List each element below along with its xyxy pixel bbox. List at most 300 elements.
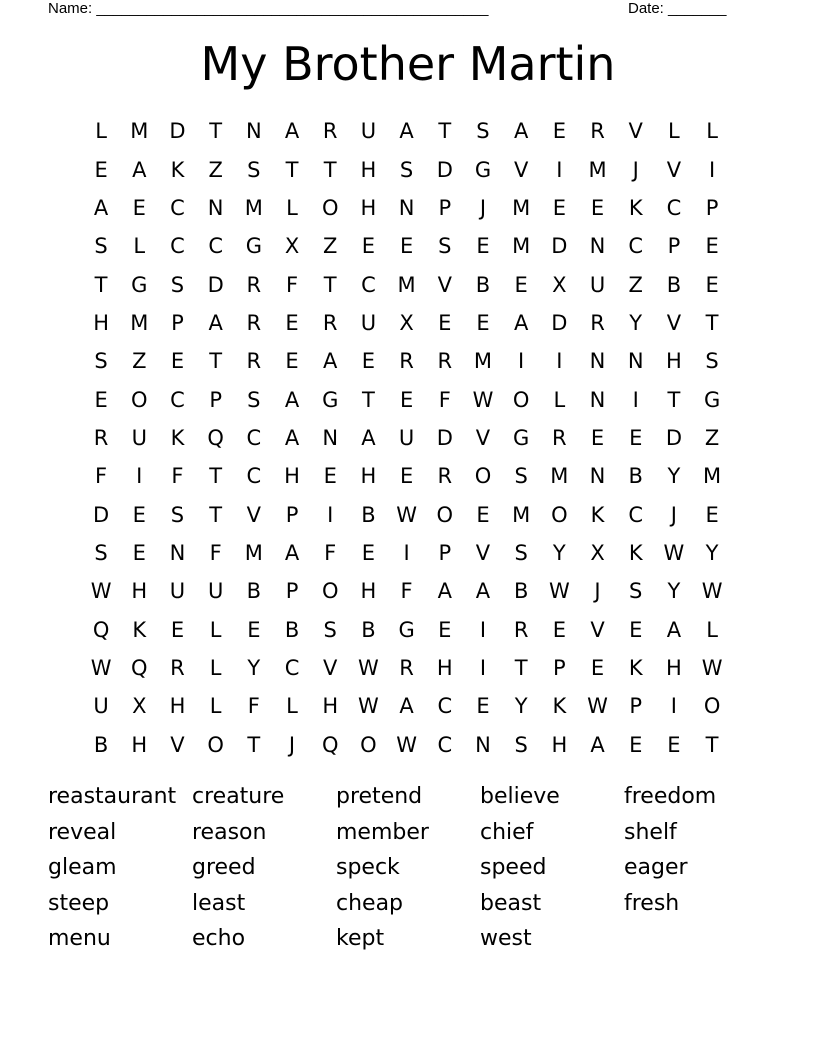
grid-letter: T: [247, 732, 261, 757]
header-line: [48, 0, 768, 20]
grid-letter: A: [284, 425, 300, 450]
word-list-item: reason: [192, 819, 267, 845]
grid-letter: E: [476, 234, 490, 259]
grid-letter: R: [322, 119, 338, 144]
grid-letter: Y: [629, 310, 643, 335]
grid-letter: I: [518, 349, 525, 374]
grid-letter: S: [514, 464, 528, 489]
grid-letter: E: [438, 617, 452, 642]
grid-letter: F: [95, 464, 108, 489]
grid-letter: E: [285, 349, 299, 374]
grid-letter: V: [666, 310, 682, 335]
grid-letter: T: [514, 655, 528, 680]
grid-letter: L: [133, 234, 146, 259]
grid-letter: G: [513, 425, 530, 450]
grid-letter: S: [438, 234, 452, 259]
grid-letter: B: [361, 617, 376, 642]
grid-letter: R: [590, 119, 605, 144]
grid-letter: E: [361, 349, 376, 374]
word-list-item: steep: [48, 890, 110, 916]
grid-letter: C: [361, 272, 376, 297]
grid-letter: S: [170, 502, 185, 527]
grid-letter: L: [95, 119, 107, 144]
grid-letter: A: [399, 119, 414, 144]
grid-letter: B: [93, 732, 109, 757]
grid-letter: D: [207, 272, 224, 297]
grid-letter: I: [632, 387, 639, 412]
grid-letter: N: [627, 349, 644, 374]
grid-letter: E: [94, 157, 108, 182]
grid-letter: T: [667, 387, 681, 412]
grid-letter: N: [589, 387, 606, 412]
grid-letter: R: [322, 310, 338, 335]
grid-letter: T: [438, 119, 452, 144]
grid-letter: W: [358, 655, 379, 680]
grid-letter: W: [548, 579, 570, 604]
grid-letter: C: [437, 694, 453, 719]
word-list-item: gleam: [48, 855, 117, 881]
page-title: My Brother Martin: [200, 37, 616, 91]
grid-letter: W: [663, 540, 685, 565]
grid-letter: E: [247, 617, 261, 642]
grid-letter: H: [666, 349, 682, 374]
grid-letter: A: [284, 387, 300, 412]
grid-letter: Y: [667, 579, 681, 604]
grid-letter: N: [245, 119, 262, 144]
grid-letter: B: [513, 579, 529, 604]
grid-letter: E: [629, 617, 643, 642]
grid-letter: N: [398, 195, 415, 220]
word-list-item: greed: [192, 855, 256, 881]
grid-letter: W: [472, 387, 494, 412]
word-list-item: beast: [480, 890, 542, 916]
grid-letter: Q: [321, 732, 339, 757]
grid-letter: W: [587, 694, 608, 719]
grid-letter: A: [208, 310, 223, 335]
grid-letter: U: [131, 425, 147, 450]
grid-letter: F: [209, 540, 222, 565]
grid-letter: N: [475, 732, 491, 757]
grid-letter: V: [475, 425, 491, 450]
grid-letter: R: [437, 464, 453, 489]
grid-letter: Z: [628, 272, 643, 297]
grid-letter: V: [323, 655, 338, 680]
grid-letter: X: [590, 540, 605, 565]
grid-letter: V: [666, 157, 682, 182]
grid-letter: S: [94, 540, 108, 565]
grid-letter: U: [360, 119, 377, 144]
grid-letter: W: [701, 579, 723, 604]
grid-letter: Y: [667, 464, 681, 489]
grid-letter: L: [706, 617, 718, 642]
grid-letter: D: [436, 425, 453, 450]
grid-letter: C: [628, 502, 644, 527]
grid-letter: E: [705, 234, 719, 259]
grid-letter: S: [629, 579, 643, 604]
grid-letter: C: [208, 234, 223, 259]
grid-letter: M: [130, 310, 149, 335]
grid-letter: M: [473, 349, 493, 374]
word-list-item: creature: [192, 784, 285, 809]
grid-letter: S: [323, 617, 337, 642]
grid-letter: B: [284, 617, 300, 642]
grid-letter: S: [170, 272, 185, 297]
grid-letter: M: [512, 234, 531, 259]
grid-letter: N: [589, 464, 606, 489]
grid-letter: N: [589, 234, 606, 259]
grid-letter: V: [475, 540, 491, 565]
grid-letter: I: [479, 655, 487, 680]
grid-letter: P: [438, 540, 452, 565]
grid-letter: I: [556, 349, 563, 374]
grid-letter: B: [666, 272, 682, 297]
grid-letter: A: [666, 617, 682, 642]
grid-letter: M: [512, 195, 531, 220]
grid-letter: Y: [514, 694, 528, 719]
grid-letter: V: [590, 617, 605, 642]
grid-letter: U: [207, 579, 224, 604]
name-field-label: Name: _______________________________________________: [48, 0, 489, 17]
grid-letter: I: [136, 464, 143, 489]
grid-letter: O: [131, 387, 148, 412]
grid-letter: R: [437, 349, 453, 374]
grid-letter: A: [132, 157, 147, 182]
grid-letter: Z: [323, 234, 338, 259]
grid-letter: O: [360, 732, 377, 757]
grid-letter: H: [131, 732, 148, 757]
grid-letter: E: [476, 310, 490, 335]
grid-letter: A: [323, 349, 338, 374]
grid-letter: H: [551, 732, 568, 757]
grid-letter: Q: [207, 425, 224, 450]
grid-letter: E: [590, 425, 605, 450]
grid-letter: Q: [92, 617, 110, 642]
grid-letter: S: [247, 157, 261, 182]
grid-letter: T: [209, 349, 223, 374]
grid-letter: E: [514, 272, 528, 297]
grid-letter: A: [399, 694, 414, 719]
grid-letter: S: [514, 732, 528, 757]
grid-letter: E: [705, 272, 719, 297]
grid-letter: C: [246, 425, 262, 450]
grid-letter: S: [94, 234, 108, 259]
grid-letter: E: [629, 732, 643, 757]
grid-letter: C: [666, 195, 682, 220]
grid-letter: D: [551, 234, 568, 259]
grid-letter: F: [400, 579, 413, 604]
grid-letter: H: [436, 655, 453, 680]
grid-letter: E: [629, 425, 643, 450]
word-list-item: echo: [192, 926, 246, 952]
grid-letter: M: [244, 195, 263, 220]
grid-letter: S: [476, 119, 490, 144]
grid-letter: E: [132, 502, 146, 527]
grid-letter: W: [396, 502, 417, 527]
word-list-item: menu: [48, 926, 111, 952]
grid-letter: A: [437, 579, 452, 604]
grid-letter: N: [207, 195, 224, 220]
grid-letter: E: [476, 694, 490, 719]
letter-grid: [82, 112, 731, 764]
grid-letter: E: [361, 540, 376, 565]
grid-letter: C: [284, 655, 300, 680]
grid-letter: K: [628, 195, 643, 220]
grid-letter: J: [632, 157, 639, 182]
word-list: [48, 779, 768, 957]
grid-letter: E: [590, 655, 605, 680]
grid-letter: L: [668, 119, 680, 144]
word-list-item: least: [192, 890, 246, 916]
grid-letter: Z: [132, 349, 147, 374]
grid-letter: X: [399, 310, 414, 335]
grid-letter: O: [207, 732, 224, 757]
grid-letter: E: [170, 617, 185, 642]
grid-letter: R: [513, 617, 529, 642]
grid-letter: T: [209, 119, 223, 144]
grid-letter: M: [588, 157, 607, 182]
grid-letter: U: [93, 694, 109, 719]
grid-letter: H: [360, 157, 377, 182]
grid-letter: D: [169, 119, 186, 144]
grid-letter: Y: [705, 540, 719, 565]
grid-letter: L: [209, 617, 222, 642]
grid-letter: P: [171, 310, 184, 335]
grid-letter: E: [476, 502, 490, 527]
grid-letter: A: [513, 310, 529, 335]
grid-letter: H: [131, 579, 148, 604]
grid-letter: C: [628, 234, 644, 259]
grid-letter: U: [360, 310, 377, 335]
grid-letter: G: [322, 387, 339, 412]
grid-letter: E: [590, 195, 605, 220]
word-list-item: cheap: [336, 890, 404, 916]
grid-letter: K: [170, 425, 185, 450]
word-list-item: chief: [480, 819, 534, 845]
grid-letter: Q: [131, 655, 148, 680]
date-field-label: Date: _______: [628, 0, 727, 17]
grid-letter: F: [438, 387, 451, 412]
grid-letter: V: [513, 157, 529, 182]
grid-letter: W: [358, 694, 379, 719]
grid-letter: S: [247, 387, 261, 412]
grid-letter: T: [94, 272, 108, 297]
grid-letter: K: [628, 540, 643, 565]
grid-letter: H: [360, 195, 377, 220]
grid-letter: U: [589, 272, 606, 297]
grid-letter: R: [399, 349, 414, 374]
grid-letter: R: [246, 310, 262, 335]
grid-letter: I: [479, 617, 487, 642]
grid-letter: F: [247, 694, 260, 719]
grid-letter: Y: [552, 540, 566, 565]
grid-letter: L: [553, 387, 566, 412]
grid-letter: E: [705, 502, 719, 527]
grid-letter: A: [513, 119, 529, 144]
grid-letter: E: [132, 540, 146, 565]
grid-letter: R: [399, 655, 414, 680]
grid-letter: C: [170, 234, 185, 259]
grid-letter: K: [552, 694, 567, 719]
grid-letter: S: [94, 349, 108, 374]
grid-letter: E: [323, 464, 337, 489]
grid-letter: L: [706, 119, 718, 144]
grid-letter: B: [475, 272, 491, 297]
grid-letter: H: [284, 464, 300, 489]
grid-letter: S: [399, 157, 414, 182]
grid-letter: S: [705, 349, 719, 374]
grid-letter: M: [512, 502, 531, 527]
grid-letter: O: [321, 195, 339, 220]
grid-letter: I: [403, 540, 410, 565]
grid-letter: Z: [208, 157, 223, 182]
grid-letter: O: [436, 502, 454, 527]
grid-letter: R: [552, 425, 567, 450]
grid-letter: G: [703, 387, 721, 412]
grid-letter: T: [323, 157, 337, 182]
grid-letter: T: [705, 310, 719, 335]
grid-letter: H: [322, 694, 339, 719]
word-list-item: freedom: [624, 784, 717, 809]
grid-letter: D: [93, 502, 110, 527]
grid-letter: C: [170, 195, 185, 220]
grid-letter: X: [552, 272, 567, 297]
word-list-item: pretend: [336, 784, 423, 809]
grid-letter: V: [628, 119, 643, 144]
grid-letter: O: [474, 464, 492, 489]
grid-letter: T: [323, 272, 337, 297]
grid-letter: C: [437, 732, 453, 757]
grid-letter: A: [284, 540, 300, 565]
grid-letter: A: [475, 579, 491, 604]
grid-letter: V: [170, 732, 185, 757]
word-list-item: eager: [624, 855, 688, 881]
grid-letter: T: [285, 157, 299, 182]
grid-letter: D: [551, 310, 568, 335]
grid-letter: E: [399, 464, 414, 489]
grid-letter: F: [324, 540, 337, 565]
grid-letter: E: [438, 310, 452, 335]
grid-letter: P: [553, 655, 566, 680]
grid-letter: H: [93, 310, 109, 335]
grid-letter: R: [170, 655, 185, 680]
grid-letter: R: [246, 272, 262, 297]
grid-letter: H: [360, 464, 377, 489]
grid-letter: C: [246, 464, 262, 489]
grid-letter: P: [285, 502, 299, 527]
grid-letter: L: [286, 195, 298, 220]
grid-letter: E: [94, 387, 108, 412]
grid-letter: G: [398, 617, 415, 642]
grid-letter: V: [246, 502, 262, 527]
grid-letter: T: [705, 732, 719, 757]
grid-letter: H: [666, 655, 682, 680]
grid-letter: P: [285, 579, 299, 604]
grid-letter: Y: [247, 655, 261, 680]
grid-letter: O: [703, 694, 721, 719]
grid-letter: J: [479, 195, 487, 220]
word-list-item: shelf: [624, 819, 677, 845]
grid-letter: V: [437, 272, 452, 297]
grid-letter: W: [90, 579, 112, 604]
grid-letter: W: [90, 655, 112, 680]
grid-letter: P: [667, 234, 681, 259]
grid-letter: I: [327, 502, 334, 527]
grid-letter: K: [590, 502, 605, 527]
grid-letter: T: [209, 464, 223, 489]
grid-letter: S: [514, 540, 528, 565]
grid-letter: Z: [704, 425, 720, 450]
grid-letter: N: [322, 425, 339, 450]
grid-letter: E: [552, 195, 566, 220]
grid-letter: D: [665, 425, 682, 450]
grid-letter: U: [169, 579, 186, 604]
grid-letter: A: [361, 425, 376, 450]
grid-letter: M: [550, 464, 569, 489]
grid-letter: B: [628, 464, 643, 489]
grid-letter: L: [209, 694, 222, 719]
grid-letter: L: [209, 655, 222, 680]
grid-letter: R: [93, 425, 109, 450]
word-list-item: reastaurant: [48, 784, 177, 809]
word-list-item: kept: [336, 926, 385, 952]
grid-letter: F: [171, 464, 184, 489]
grid-letter: E: [132, 195, 146, 220]
grid-letter: A: [590, 732, 605, 757]
grid-letter: I: [708, 157, 716, 182]
grid-letter: O: [551, 502, 568, 527]
word-list-item: believe: [480, 784, 560, 809]
grid-letter: C: [170, 387, 185, 412]
grid-letter: W: [396, 732, 417, 757]
grid-letter: N: [589, 349, 606, 374]
grid-letter: W: [701, 655, 723, 680]
grid-letter: D: [436, 157, 453, 182]
grid-letter: H: [169, 694, 186, 719]
grid-letter: K: [132, 617, 147, 642]
grid-letter: G: [474, 157, 492, 182]
grid-letter: E: [552, 617, 566, 642]
grid-letter: J: [670, 502, 677, 527]
grid-letter: A: [93, 195, 109, 220]
grid-letter: R: [590, 310, 605, 335]
grid-letter: T: [361, 387, 375, 412]
word-list-item: reveal: [48, 819, 117, 845]
grid-letter: E: [399, 234, 414, 259]
grid-letter: E: [170, 349, 185, 374]
grid-letter: B: [246, 579, 262, 604]
word-list-item: speck: [336, 855, 400, 881]
word-list-item: member: [336, 819, 429, 845]
word-list-item: west: [480, 926, 532, 952]
grid-letter: G: [131, 272, 148, 297]
grid-letter: B: [361, 502, 376, 527]
grid-letter: F: [285, 272, 299, 297]
grid-letter: E: [399, 387, 414, 412]
grid-letter: M: [130, 119, 149, 144]
grid-letter: H: [360, 579, 377, 604]
grid-letter: P: [438, 195, 452, 220]
grid-letter: P: [629, 694, 643, 719]
grid-letter: M: [244, 540, 263, 565]
grid-letter: P: [209, 387, 222, 412]
grid-letter: M: [397, 272, 416, 297]
grid-letter: G: [245, 234, 262, 259]
grid-letter: X: [132, 694, 147, 719]
grid-letter: I: [670, 694, 677, 719]
grid-letter: J: [594, 579, 601, 604]
grid-letter: E: [285, 310, 299, 335]
grid-letter: P: [705, 195, 719, 220]
